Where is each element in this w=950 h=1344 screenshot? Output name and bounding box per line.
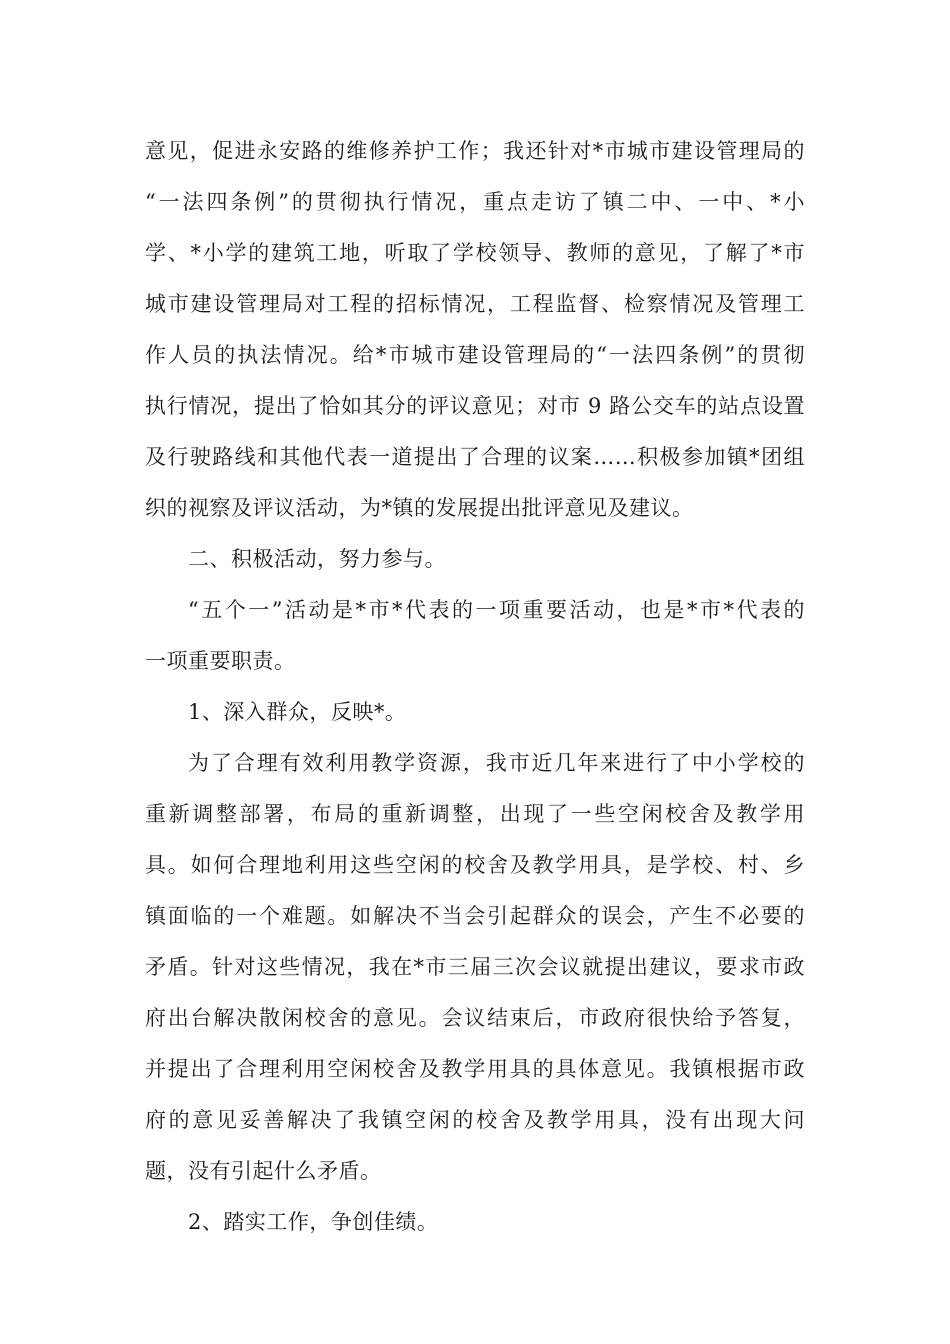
text-line-10: “五个一”活动是*市*代表的一项重要活动，也是*市*代表的 <box>188 598 805 622</box>
text-line-17: 矛盾。针对这些情况，我在*市三届三次会议就提出建议，要求市政 <box>145 955 805 979</box>
text-line-16: 镇面临的一个难题。如解决不当会引起群众的误会，产生不必要的 <box>145 904 805 928</box>
text-line-13: 为了合理有效利用教学资源，我市近几年来进行了中小学校的 <box>188 751 805 775</box>
text-line-14: 重新调整部署，布局的重新调整，出现了一些空闲校舍及教学用 <box>145 802 805 826</box>
text-line-5: 作人员的执法情况。给*市城市建设管理局的“一法四条例”的贯彻 <box>145 343 805 367</box>
text-line-21: 题，没有引起什么矛盾。 <box>145 1159 382 1183</box>
text-line-1: 意见，促进永安路的维修养护工作；我还针对*市城市建设管理局的 <box>145 139 805 163</box>
text-line-6: 执行情况，提出了恰如其分的评议意见；对市 9 路公交车的站点设置 <box>145 394 805 418</box>
section-heading-2: 二、积极活动，努力参与。 <box>188 547 446 571</box>
text-line-20: 府的意见妥善解决了我镇空闲的校舍及教学用具，没有出现大问 <box>145 1108 805 1132</box>
text-line-19: 并提出了合理利用空闲校舍及教学用具的具体意见。我镇根据市政 <box>145 1057 805 1081</box>
text-line-4: 城市建设管理局对工程的招标情况，工程监督、检察情况及管理工 <box>145 292 805 316</box>
text-line-18: 府出台解决散闲校舍的意见。会议结束后，市政府很快给予答复， <box>145 1006 805 1030</box>
subheading-2: 2、踏实工作，争创佳绩。 <box>188 1210 439 1234</box>
subheading-1: 1、深入群众，反映*。 <box>188 700 407 724</box>
text-line-8: 织的视察及评议活动，为*镇的发展提出批评意见及建议。 <box>145 496 694 520</box>
text-line-2: “一法四条例”的贯彻执行情况，重点走访了镇二中、一中、*小 <box>145 190 805 214</box>
text-line-11: 一项重要职责。 <box>145 649 296 673</box>
text-line-7: 及行驶路线和其他代表一道提出了合理的议案……积极参加镇*团组 <box>145 445 805 469</box>
text-line-15: 具。如何合理地利用这些空闲的校舍及教学用具，是学校、村、乡 <box>145 853 805 877</box>
text-line-3: 学、*小学的建筑工地，听取了学校领导、教师的意见，了解了*市 <box>145 241 805 265</box>
